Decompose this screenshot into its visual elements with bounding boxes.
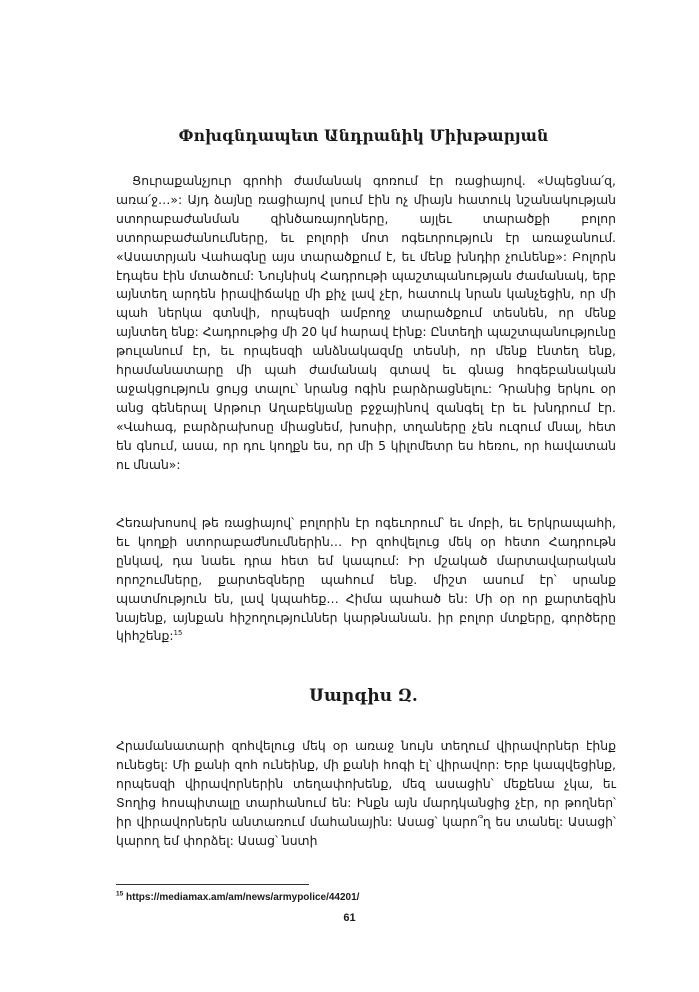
- subsection-title: Սարգիս Զ.: [309, 686, 418, 706]
- footnote: [116, 892, 359, 903]
- paragraph-3: [116, 737, 616, 850]
- paragraph-1: [116, 172, 616, 475]
- footnote-number: 15: [116, 890, 124, 898]
- paragraph-2: [116, 514, 616, 646]
- footnote-link[interactable]: https://mediamax.am/am/news/armypolice/44201/: [126, 892, 360, 903]
- paragraph-2-text: Հեռախոսով թե ռացիայով՝ բոլորին էր ոգեւորում՝ եւ մոբի, եւ Երկրապահի, եւ կողքի ստորաբաժնումներին… Իր զոհվելուց մեկ օր հետո Հադրութն ընկավ, դա նաեւ դրա հետ եմ կապում: Իր մշակած մարտավարական որոշումները, քարտեզները պահում ենք. միշտ ասում էր՝ սրանք պատմություն են, լավ կպահեք… Հիմա պահած են: Մի օր որ քարտեզին նայենք, այնքան հիշողություններ կարթնանան. իր բոլոր մտքերը, գործերը կիհշենք:: [116, 515, 616, 644]
- footnote-reference[interactable]: 15: [173, 629, 183, 638]
- paragraph-1-text: Ցուրաքանչյուր գրոհի ժամանակ գոռում էր ռացիայով. «Սպեցնա՛զ, առա՛ջ…»: Այդ ձայնը ռացիայով լսում էին ոչ միայն հատուկ նշանակության ստորաբաժանման զինծառայողները, այլեւ տարածքի բոլոր ստորաբաժանումները, եւ բոլորի մոտ ոգեւորություն էր առաջանում. «Ասատրյան Վահագնը այս տարածքում է, եւ մենք խնդիր չունենք»: Բոլորն էդպես էին մտածում: Նույնիսկ Հադրութի պաշտպանության ժամանակ, երբ այնտեղ արդեն իրավիճակը մի քիչ լավ չէր, հատուկ նրան կանչեցին, որ մի պահ ներկա գտնվի, որպեսզի ամբողջ տարածքում տեսնեն, որ մենք այնտեղ ենք: Հադրութից մի 20 կմ հարավ էինք: Ընտեղի պաշտպանությունը թուլանում էր, եւ որպեսզի անձնակազմը տեսնի, որ մենք էնտեղ ենք, հրամանատարը մի պահ ժամանակ գտավ եւ գնաց հոգեբանական աջակցություն ցույց տալու՝ նրանց ոգին բարձրացնելու: Դրանից երկու օր անց գեներալ Արթուր Աղաբեկյանը բջջայինով զանգել էր եւ խնդրում էր. «Վահագ, բարձրախոսը միացնեմ, խոսիր, տղաները չեն ուզում մնալ, հետ են գնում, ասա, որ դու կողքն ես, որ մի 5 կիլոմետր ես հեռու, որ հավատան ու մնան»:: [116, 173, 617, 472]
- paragraph-3-text: Հրամանատարի զոհվելուց մեկ օր առաջ նույն տեղում վիրավորներ էինք ունեցել: Մի քանի զոհ ունեինք, մի քանի հոգի էլ՝ վիրավոր: Երբ կապվեցինք, որպեսզի վիրավորներին տեղափոխենք, մեզ ասացին՝ մեքենա չկա, եւ Տողից հոսպիտալը տարհանում են: Ինքն այն մարդկանցից չէր, որ թողներ՝ իր վիրավորներն անտառում մահանային: Ասաց՝ կարո՞ղ ես տանել: Ասացի՝ կարող եմ փորձել: Ասաց՝ նստի: [116, 738, 616, 848]
- footnote-divider: [116, 884, 309, 885]
- page-number: 61: [343, 912, 356, 924]
- section-title: Փոխգնդապետ Անդրանիկ Միխթարյան: [178, 126, 549, 145]
